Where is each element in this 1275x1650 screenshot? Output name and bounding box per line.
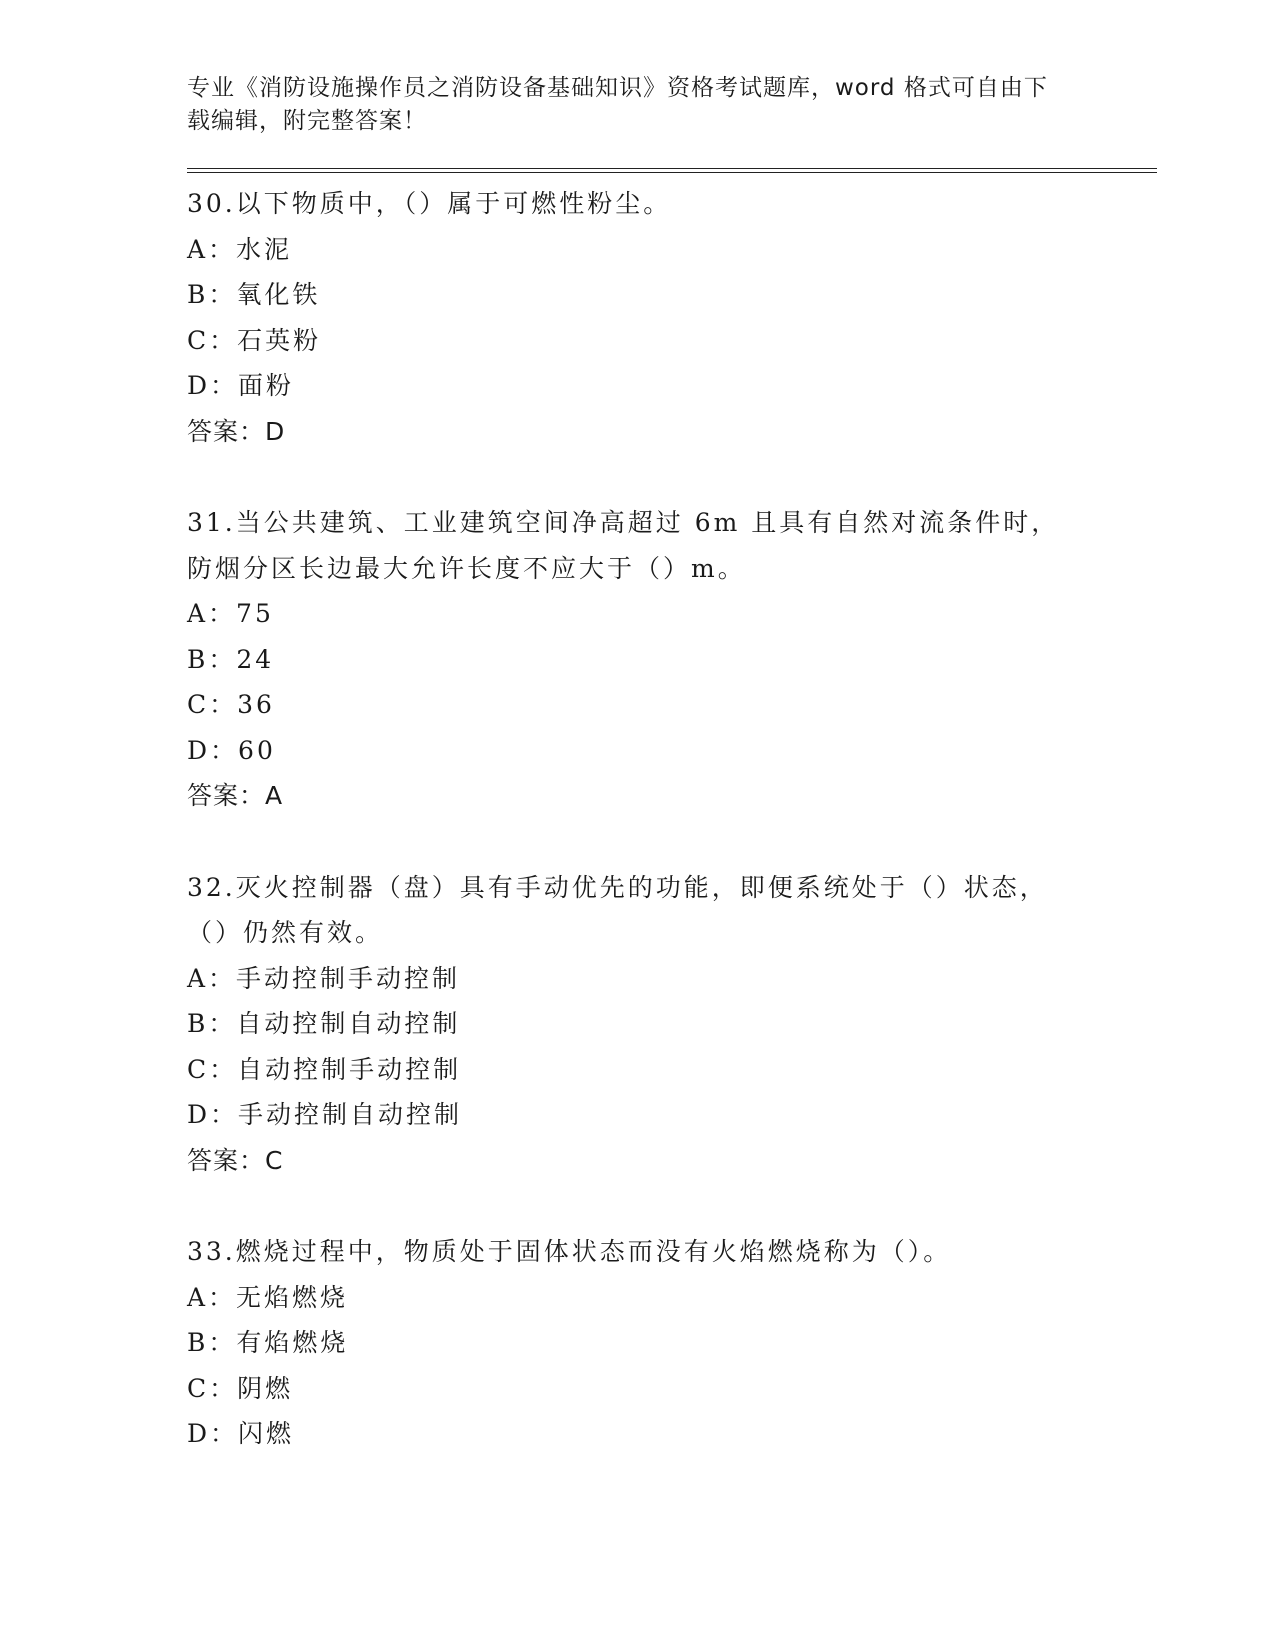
option-b: B：24 <box>187 644 275 674</box>
option-c: C：36 <box>187 690 275 719</box>
question-stem: 30.以下物质中，（）属于可燃性粉尘。 <box>187 189 672 218</box>
option-a: A：75 <box>187 599 274 628</box>
option-b: B：有焰燃烧 <box>187 1328 349 1357</box>
answer-line: 答案：C <box>187 1145 284 1175</box>
option-a: A：无焰燃烧 <box>187 1282 349 1312</box>
question-stem: 32.灭火控制器（盘）具有手动优先的功能，即便系统处于（）状态，（）仍然有效。 <box>187 872 1048 947</box>
option-a: A：手动控制手动控制 <box>187 963 461 993</box>
answer-line: 答案：D <box>187 416 286 446</box>
option-c: C：石英粉 <box>187 325 322 355</box>
option-d: D：60 <box>187 735 276 765</box>
document-header: 专业《消防设施操作员之消防设备基础知识》资格考试题库，word 格式可自由下载编辑，附完整答案！ <box>187 75 1048 134</box>
option-d: D：闪燃 <box>187 1419 295 1448</box>
question-list <box>187 181 1157 1457</box>
question-30 <box>187 181 1157 454</box>
option-c: C：阴燃 <box>187 1373 294 1403</box>
option-b: B：氧化铁 <box>187 280 321 309</box>
question-33 <box>187 1229 1157 1457</box>
option-a: A：水泥 <box>187 234 293 264</box>
answer-line: 答案：A <box>187 781 284 810</box>
question-stem: 33.燃烧过程中，物质处于固体状态而没有火焰燃烧称为（）。 <box>187 1237 952 1266</box>
header-double-rule <box>187 168 1157 173</box>
question-31 <box>187 500 1157 819</box>
document-page <box>187 72 1157 1503</box>
question-32 <box>187 865 1157 1184</box>
option-d: D：面粉 <box>187 371 295 400</box>
question-stem: 31.当公共建筑、工业建筑空间净高超过 6m 且具有自然对流条件时，防烟分区长边最大允许长度不应大于（）m。 <box>187 508 1060 583</box>
option-d: D：手动控制自动控制 <box>187 1100 463 1129</box>
option-c: C：自动控制手动控制 <box>187 1054 462 1084</box>
option-b: B：自动控制自动控制 <box>187 1009 461 1038</box>
